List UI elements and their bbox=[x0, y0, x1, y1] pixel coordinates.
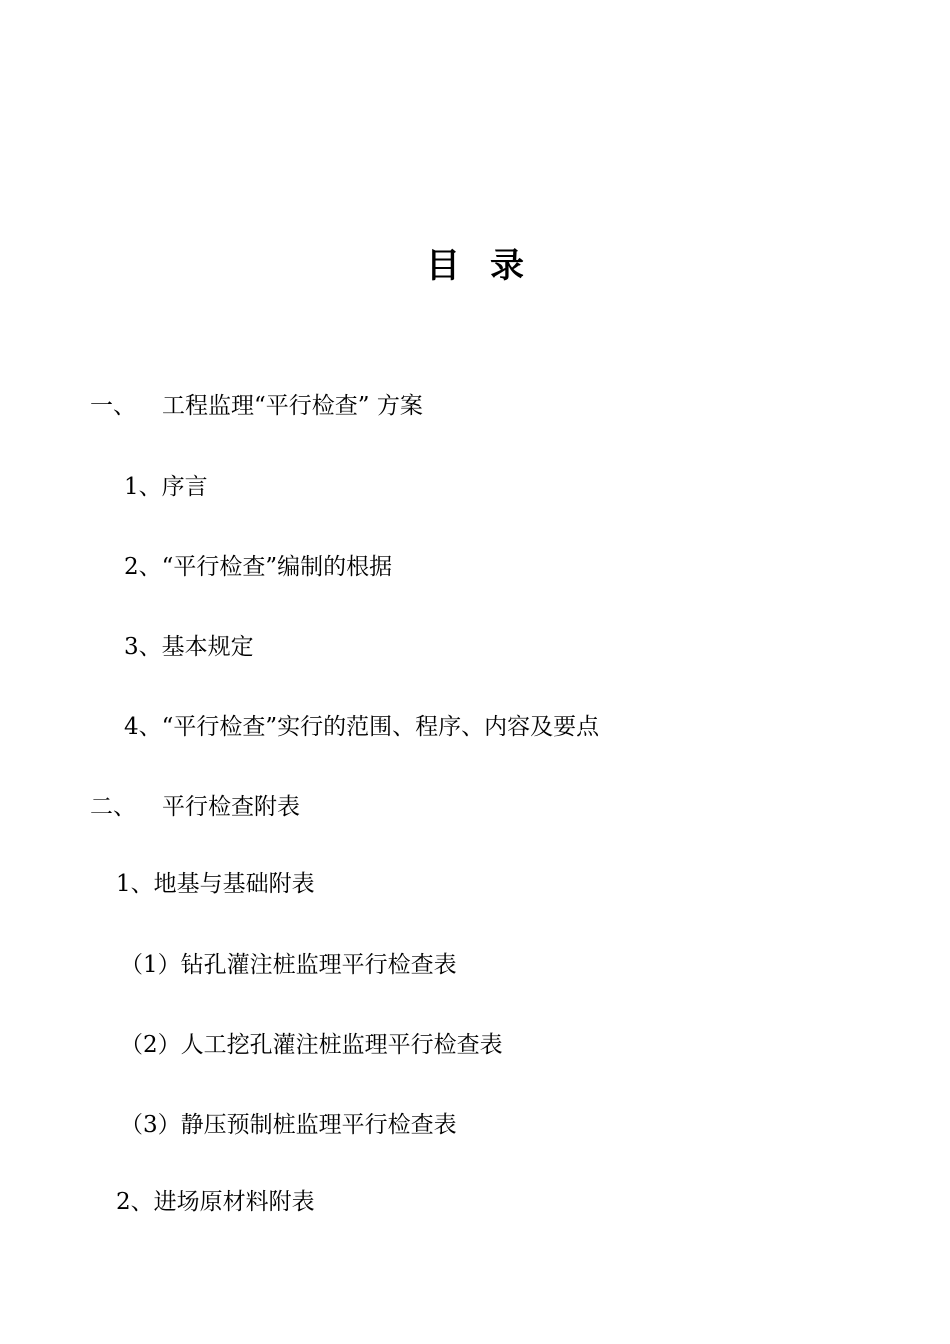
toc-item: 2、进场原材料附表 bbox=[116, 1189, 315, 1215]
toc-item: 3、基本规定 bbox=[124, 634, 254, 660]
title-char-1: 目 bbox=[426, 246, 460, 286]
toc-section-2-label: 平行检查附表 bbox=[162, 794, 300, 820]
toc-item: （1）钻孔灌注桩监理平行检查表 bbox=[120, 952, 457, 978]
toc-section-1-label: 工程监理“平行检查” 方案 bbox=[162, 393, 423, 419]
toc-item: 1、序言 bbox=[124, 474, 208, 500]
toc-item: 4、“平行检查”实行的范围、程序、内容及要点 bbox=[124, 714, 600, 740]
toc-section-1 bbox=[90, 386, 423, 426]
toc-section-1-marker: 一、 bbox=[90, 393, 136, 419]
page-title bbox=[0, 236, 950, 296]
toc-section-2-marker: 二、 bbox=[90, 794, 136, 820]
title-char-2: 录 bbox=[490, 246, 524, 286]
toc-item: （3）静压预制桩监理平行检查表 bbox=[120, 1112, 457, 1138]
toc-section-2 bbox=[90, 787, 300, 827]
toc-item: 1、地基与基础附表 bbox=[116, 871, 315, 897]
toc-item: 2、“平行检查”编制的根据 bbox=[124, 554, 393, 580]
toc-item: （2）人工挖孔灌注桩监理平行检查表 bbox=[120, 1032, 503, 1058]
